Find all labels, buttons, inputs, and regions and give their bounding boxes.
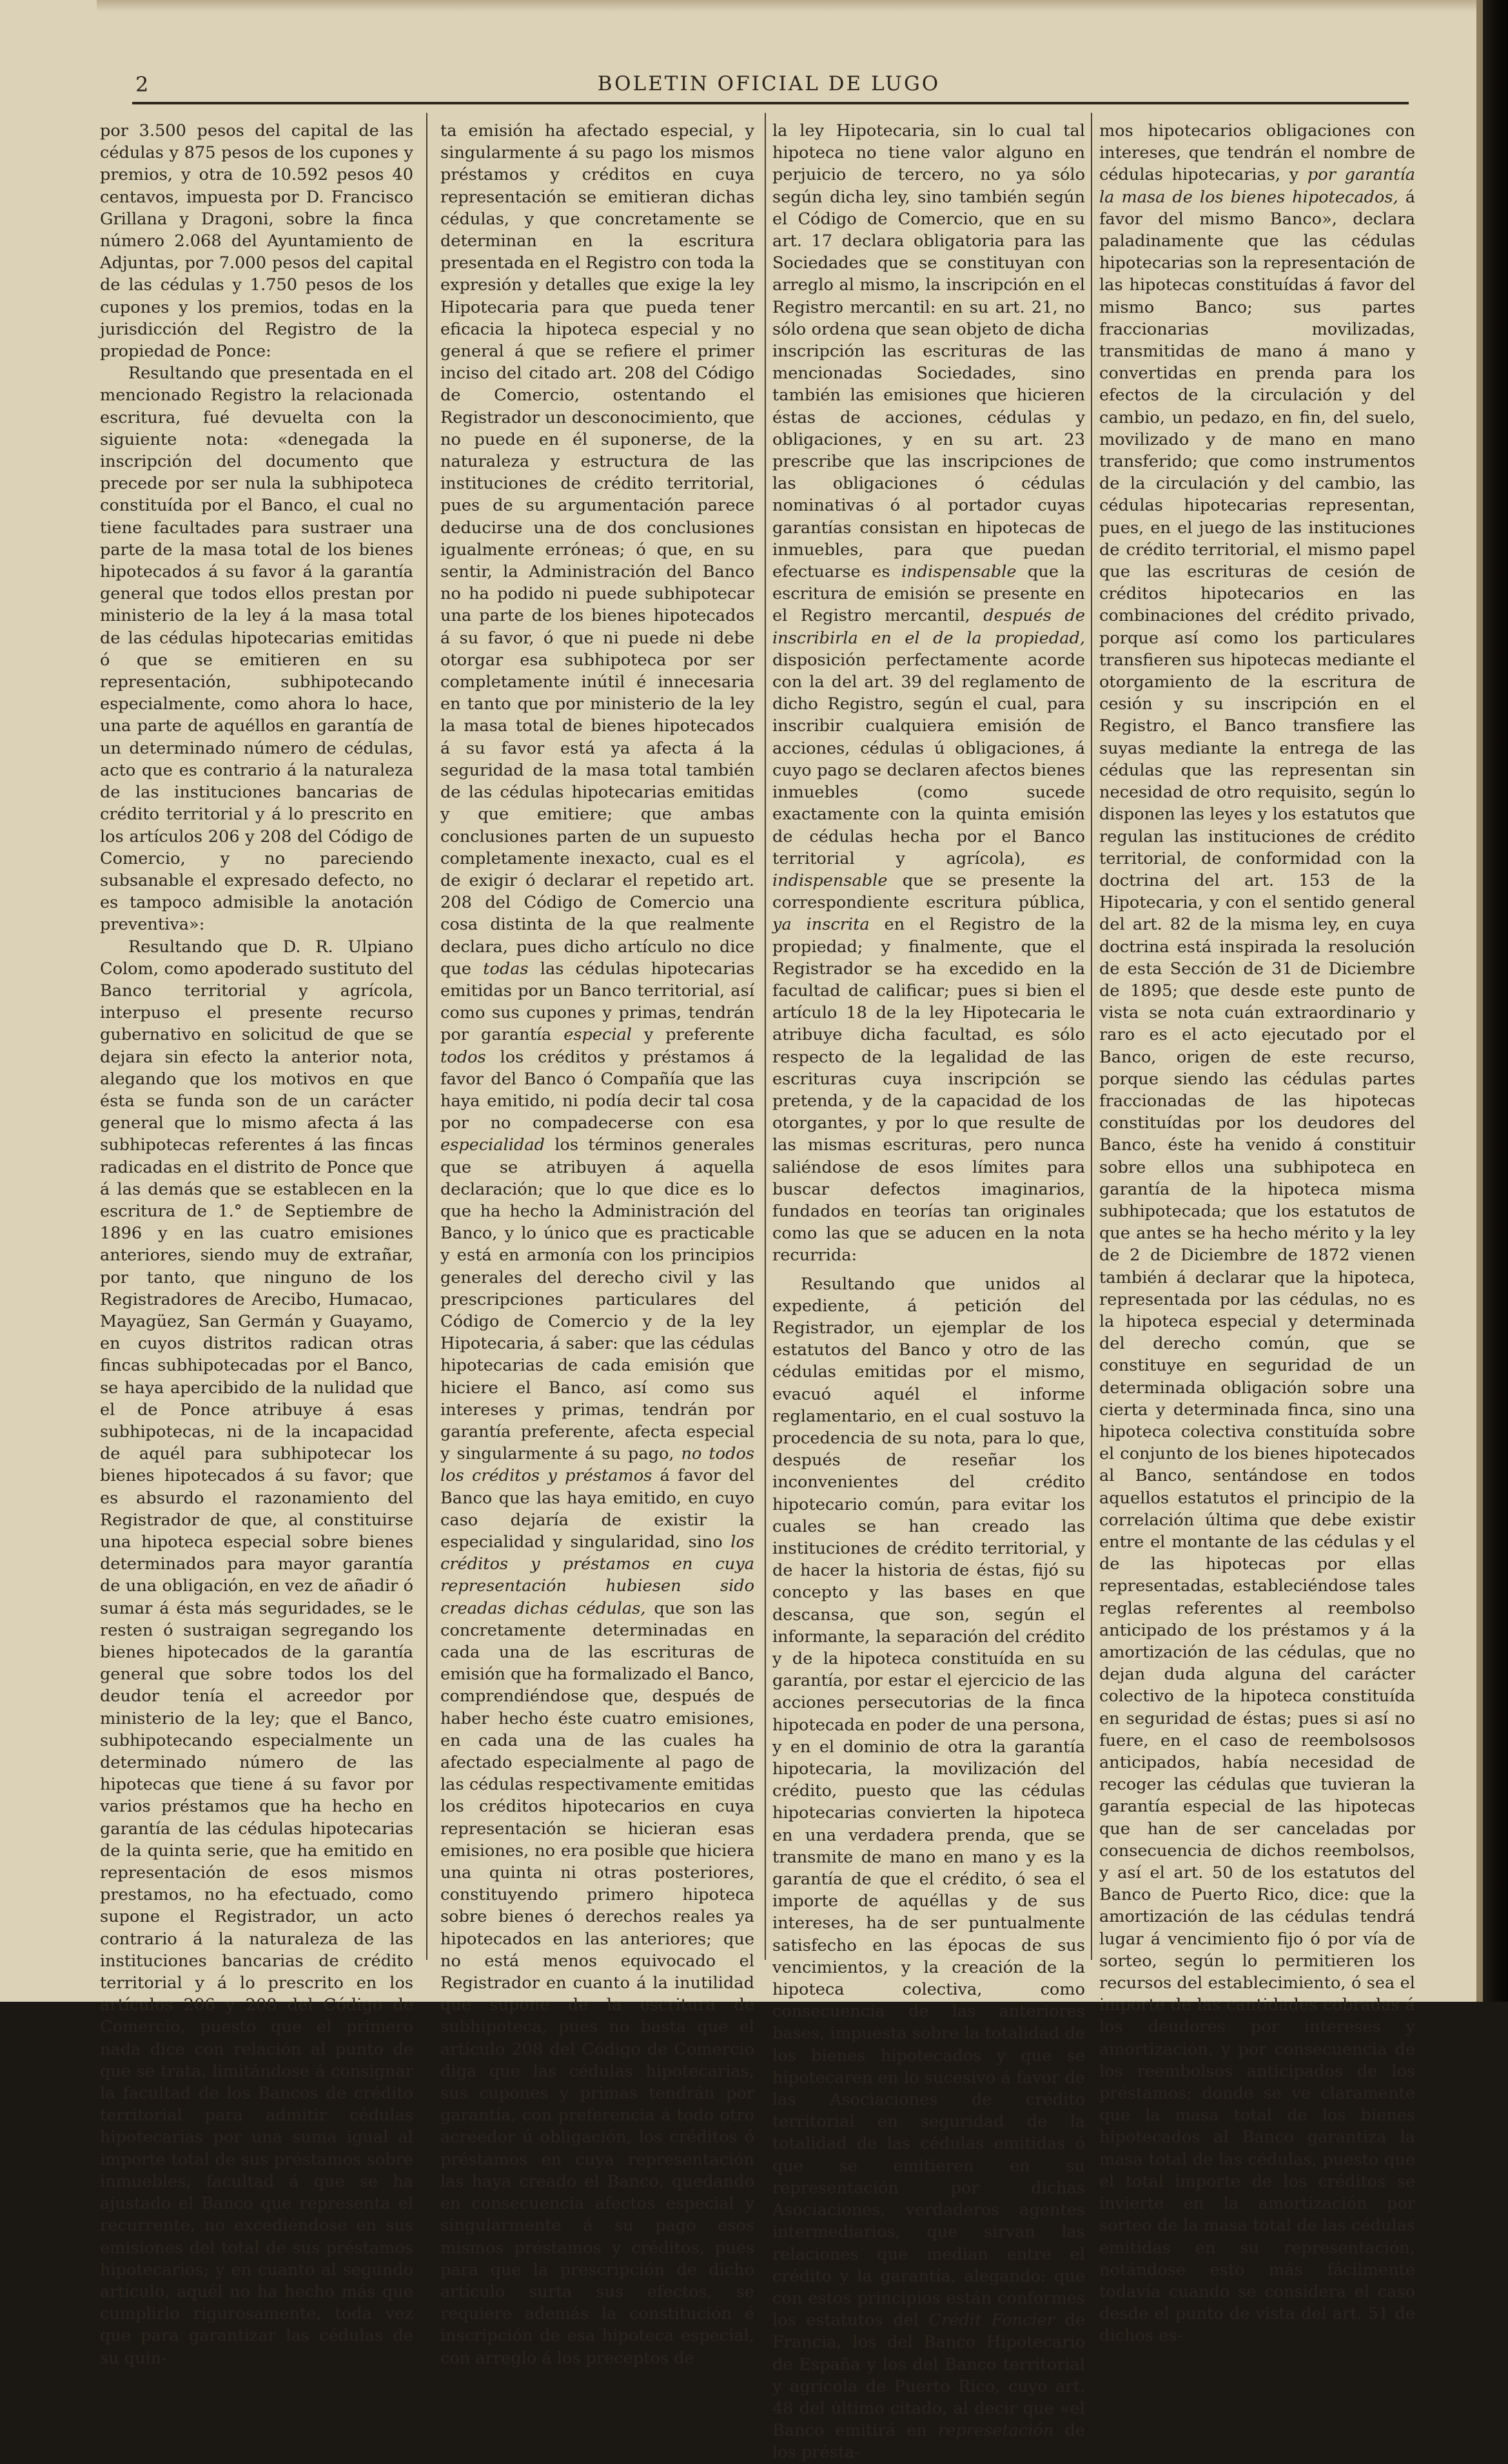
publication-title: BOLETIN OFICIAL DE LUGO <box>597 72 941 95</box>
page-top-shadow <box>97 0 1476 12</box>
article-paragraph: ta emisión ha afectado especial, y singularmente á su pago los mismos préstamos y créditos en cuya representación se emitieran dichas cédulas, y que concretamente se determinan en la escritura presentada en el Registro con toda la expresión y detalles que exige la ley Hipotecaria para que pueda tener eficacia la hipoteca especial y no general á que se refiere el primer inciso del citado art. 208 del Código de Comercio, ostentando el Registrador un desconocimiento, que no puede en él suponerse, de la naturaleza y estructura de las instituciones de crédito territorial, pues de su argumentación parece deducirse una de dos conclusiones igualmente erróneas; ó que, en su sentir, la Administración del Banco no ha podido ni puede subhipotecar una parte de los bienes hipotecados á su favor, ó que ni puede ni debe otorgar esa subhipoteca por ser completamente inútil é innecesaria en tanto que por ministerio de la ley la masa total de bienes hipotecados á su favor está ya afecta á la seguridad de la masa total también de las cédulas hipotecarias emitidas y que emitiere; que ambas conclusiones parten de un supuesto completamente inexacto, cual es el de exigir ó declarar el repetido art. 208 del Código de Comercio una cosa distinta de la que realmente declara, pues dicho artículo no dice que todas las cédulas hipotecarias emitidas por un Banco territorial, así como sus cupones y primas, tendrán por garantía especial y preferente todos los créditos y préstamos á favor del Banco ó Compañía que las haya emitido, ni podía decir tal cosa por no compadecerse con esa especialidad los términos generales que se atribuyen á aquella declaración; que lo que dice es lo que ha hecho la Administración del Banco, y lo único que es practicable y está en armonía con los principios generales del derecho civil y las prescripciones particulares del Código de Comercio y de la ley Hipotecaria, á saber: que las cédulas hipotecarias de cada emisión que hiciere el Banco, así como sus intereses y primas, tendrán por garantía preferente, afecta especial y singularmente á su pago, no todos los créditos y préstamos á favor del Banco que las haya emitido, en cuyo caso dejaría de existir la especialidad y singularidad, sino los créditos y préstamos en cuya representación hubiesen sido creadas dichas cédulas, que son las concretamente determinadas en cada una de las escrituras de emisión que ha formalizado el Banco, comprendiéndose que, después de haber hecho éste cuatro emisiones, en cada una de las cuales ha afectado especialmente al pago de las cédulas respectivamente emitidas los créditos hipotecarios en cuya representación se hicieran esas emisiones, no era posible que hiciera una quinta ni otras posteriores, constituyendo primero hipoteca sobre bienes ó derechos reales ya hipotecados en las anteriores; que no está menos equivocado el Registrador en cuanto á la inutilidad que supone de la escritura de subhipoteca, pues no basta que el artículo 208 del Código de Comercio diga que las cédulas hipotecarias, sus cupones y primas tendrán por garantía, con preferencia á todo otro acreedor ú obligación, los créditos ó préstamos en cuya representación las haya creado el Banco, quedando en consecuencia afectos especial y singularmente á su pago esos mismos préstamos y créditos, pues para que la prescripción de dicho artículo surta sus efectos, se requiere además la constitución é inscripción de esa hipoteca especial, con arreglo á los preceptos de <box>440 121 754 2368</box>
article-paragraph: Resultando que presentada en el mencionado Registro la relacionada escritura, fué devuelta con la siguiente nota: «denegada la inscripción del documento que precede por ser nula la subhipoteca constituída por el Banco, el cual no tiene facultades para sustraer una parte de la masa total de los bienes hipotecados á su favor á la garantía general que todos ellos prestan por ministerio de la ley á la masa total de las cédulas hipotecarias emitidas ó que se emitieren en su representación, subhipotecando especialmente, como ahora lo hace, una parte de aquéllos en garantía de un determinado número de cédulas, acto que es contrario á la naturaleza de las instituciones bancarias de crédito territorial y á lo prescrito en los artículos 206 y 208 del Código de Comercio, y no pareciendo subsanable el expresado defecto, no es tampoco admisible la anotación preventiva»: <box>100 364 413 935</box>
header-rule <box>132 102 1409 104</box>
page-header <box>129 72 1409 101</box>
text-column-2 <box>440 120 754 2368</box>
article-paragraph: Resultando que unidos al expediente, á petición del Registrador, un ejemplar de los estatutos del Banco y otro de las cédulas emitidas por el mismo, evacuó aquél el informe reglamentario, en el cual sostuvo la procedencia de su nota, para lo que, después de reseñar los inconvenientes del crédito hipotecario común, para evitar los cuales se han creado las instituciones de crédito territorial, y de hacer la historia de éstas, fijó su concepto y las bases en que descansa, que son, según el informante, la separación del crédito y de la hipoteca constituída en su garantía, por estar el ejercicio de las acciones persecutorias de la finca hipotecada en poder de una persona, y en el dominio de otra la garantía hipotecaria, la movilización del crédito, puesto que las cédulas hipotecarias convierten la hipoteca en una verdadera prenda, que se transmite de mano en mano y es la garantía de que el crédito, ó sea el importe de aquéllas y de sus intereses, ha de ser puntualmente satisfecho en las épocas de sus vencimientos, y la creación de la hipoteca colectiva, como consecuencia de las anteriores bases, impuesta sobre la totalidad de los bienes hipotecados y que se hipotecaren en lo sucesivo á favor de las Asociaciones de crédito territorial en seguridad de la totalidad de las cédulas emitidas ó que se emitieren en su representación por dichas Asociaciones, verdaderos agentes intermediarios, que sirvan las relaciones que median entre el crédito y la garantía, alegando: que con estos principios están conformes los estatutos del Crédit Foncier de Francia, los del Banco Hipotecario de España y los del Banco territorial y agrícola de Puerto Rico, cuyo art. 48 del último citado, al decir que «el Banco emitirá en represetación de los présta- <box>772 1274 1085 2463</box>
column-divider <box>765 113 766 1960</box>
page-number: 2 <box>135 72 150 97</box>
text-column-3 <box>772 120 1085 2463</box>
article-paragraph: Resultando que D. R. Ulpiano Colom, como apoderado sustituto del Banco territorial y agrícola, interpuso el presente recurso gubernativo en solicitud de que se dejara sin efecto la anterior nota, alegando que los motivos en que ésta se funda son de un carácter general que lo mismo afecta á las subhipotecas referentes á las fincas radicadas en el distrito de Ponce que á las demás que se establecen en la escritura de 1.° de Septiembre de 1896 y en las cuatro emisiones anteriores, siendo muy de extrañar, por tanto, que ninguno de los Registradores de Arecibo, Humacao, Mayagüez, San Germán y Guayamo, en cuyos distritos radican otras fincas subhipotecadas por el Banco, se haya apercibido de la nulidad que el de Ponce atribuye á esas subhipotecas, ni de la incapacidad de aquél para subhipotecar los bienes hipotecados á su favor; que es absurdo el razonamiento del Registrador de que, al constituirse una hipoteca especial sobre bienes determinados para mayor garantía de una obligación, en vez de añadir ó sumar á ésta más seguridades, se le resten ó sustraigan segregando los bienes hipotecados de la garantía general que sobre todos los del deudor tenía el acreedor por ministerio de la ley; que el Banco, subhipotecando especialmente un determinado número de las hipotecas que tiene á su favor por varios préstamos que ha hecho en garantía de las cédulas hipotecarias de la quinta serie, que ha emitido en representación de esos mismos prestamos, no ha efectuado, como supone el Registrador, un acto contrario á la naturaleza de las instituciones bancarias de crédito territorial y á lo prescrito en los artículos 206 y 208 del Código de Comercio, puesto que el primero nada dice con relación al punto de que se trata, limitándose á consignar la facultad de los Bancos de crédito territorial para admitir cédulas hipotecarias por una suma igual al importe total de sus préstamos sobre inmuebles, facultad á que se ha ajustado el Banco que representa el recurrente, no excediéndose en sus emisiones del total de sus préstamos hipotecarios; y en cuanto al segundo artículo, aquél no ha hecho más que cumplirlo rigurosamente, toda vez que para garantizar las cédulas de su quin- <box>100 937 413 2368</box>
page-edge <box>1476 0 1483 2002</box>
text-column-4 <box>1099 120 1415 2346</box>
article-paragraph: por 3.500 pesos del capital de las cédulas y 875 pesos de los cupones y premios, y otra de 10.592 pesos 40 centavos, impuesta por D. Francisco Grillana y Dragoni, sobre la finca número 2.068 del Ayuntamiento de Adjuntas, por 7.000 pesos del capital de las cédulas y 1.750 pesos de los cupones y los premios, todas en la jurisdicción del Registro de la propiedad de Ponce: <box>100 121 413 362</box>
column-divider <box>1091 113 1092 1960</box>
article-paragraph: mos hipotecarios obligaciones con intereses, que tendrán el nombre de cédulas hipotecarias, y por garantía la masa de los bienes hipotecados, á favor del mismo Banco», declara paladinamente que las cédulas hipotecarias son la representación de las hipotecas constituídas á favor del mismo Banco; sus partes fraccionarias movilizadas, transmitidas de mano á mano y convertidas en prenda para los efectos de la circulación y del cambio, un pedazo, en fin, del suelo, movilizado y de mano en mano transferido; que como instrumentos de la circulación y del cambio, las cédulas hipotecarias representan, pues, en el juego de las instituciones de crédito territorial, el mismo papel que las escrituras de cesión de créditos hipotecarios en las combinaciones del crédito privado, porque así como los particulares transfieren sus hipotecas mediante el otorgamiento de la escritura de cesión y su inscripción en el Registro, el Banco transfiere las suyas mediante la entrega de las cédulas que las representan sin necesidad de otro requisito, según lo disponen las leyes y los estatutos que regulan las instituciones de crédito territorial, de conformidad con la doctrina del art. 153 de la Hipotecaria, y con el sentido general del art. 82 de la misma ley, en cuya doctrina está inspirada la resolución de esta Sección de 31 de Diciembre de 1895; que desde este punto de vista se nota cuán extraordinario y raro es el acto ejecutado por el Banco, origen de este recurso, porque siendo las cédulas partes fraccionadas de las hipotecas constituídas por los deudores del Banco, éste ha venido á constituir sobre ellos una subhipoteca en garantía de la hipoteca misma subhipotecada; que los estatutos de que antes se ha hecho mérito y la ley de 2 de Diciembre de 1872 vienen también á declarar que la hipoteca, representada por las cédulas, no es la hipoteca especial y determinada del derecho común, que se constituye en seguridad de un determinada obligación sobre una cierta y determinada finca, sino una hipoteca colectiva constituída sobre el conjunto de los bienes hipotecados al Banco, sentándose en todos aquellos estatutos el principio de la correlación última que debe existir entre el montante de las cédulas y el de las hipotecas por ellas representadas, estableciéndose tales reglas referentes al reembolso anticipado de los préstamos y á la amortización de las cédulas, que no dejan duda alguna del carácter colectivo de la hipoteca constituída en seguridad de éstas; pues si así no fuere, en el caso de reembolsosos anticipados, había necesidad de recoger las cédulas que tuvieran la garantía especial de las hipotecas que han de ser canceladas por consecuencia de dichos reembolsos, y así el art. 50 de los estatutos del Banco de Puerto Rico, dice: que la amortización de las cédulas tendrá lugar á vencimiento fijo ó por vía de sorteo, según lo permitieren los recursos del establecimiento, ó sea el importe de las cantidades cobradas á los deudores por intereses y amortización, y por consecuencia de los reembolsos anticipados de los préstamos; donde se ve claramente que la masa total de los bienes hipotecados al Banco garantiza la masa total de las cédulas, puesto que el total importe de los créditos se invierte en la amortización por sorteo de la masa total de las cédulas emitidas en su representación, notándose esto más fácilmente todavía cuando se considera el caso desde el punto de vista del art. 51 de dichos es- <box>1099 121 1415 2346</box>
column-divider <box>426 113 427 1960</box>
text-column-1 <box>100 120 413 2368</box>
article-paragraph: la ley Hipotecaria, sin lo cual tal hipoteca no tiene valor alguno en perjuicio de tercero, no ya sólo según dicha ley, sino también según el Código de Comercio, que en su art. 17 declara obligatoria para las Sociedades que se constituyan con arreglo al mismo, la inscripción en el Registro mercantil: en su art. 21, no sólo ordena que sean objeto de dicha inscripción las escrituras de las mencionadas Sociedades, sino también las emisiones que hicieren éstas de acciones, cédulas y obligaciones, y en su art. 23 prescribe que las inscripciones de las obligaciones ó cédulas nominativas ó al portador cuyas garantías consistan en hipotecas de inmuebles, para que puedan efectuarse es indispensable que la escritura de emisión se presente en el Registro mercantil, después de inscribirla en el de la propiedad, disposición perfectamente acorde con la del art. 39 del reglamento de dicho Registro, según el cual, para inscribir cualquiera emisión de acciones, cédulas ú obligaciones, á cuyo pago se declaren afectos bienes inmuebles (como sucede exactamente con la quinta emisión de cédulas hecha por el Banco territorial y agrícola), es indispensable que se presente la correspondiente escritura pública, ya inscrita en el Registro de la propiedad; y finalmente, que el Registrador se ha excedido en la facultad de calificar; pues si bien el artículo 18 de la ley Hipotecaria le atribuye dicha facultad, es sólo respecto de la legalidad de las escrituras cuya inscripción se pretenda, y de la capacidad de los otorgantes, y por lo que resulte de las mismas escrituras, pero nunca saliéndose de esos límites para buscar defectos imaginarios, fundados en teorías tan originales como las que se aducen en la nota recurrida: <box>772 121 1085 1266</box>
